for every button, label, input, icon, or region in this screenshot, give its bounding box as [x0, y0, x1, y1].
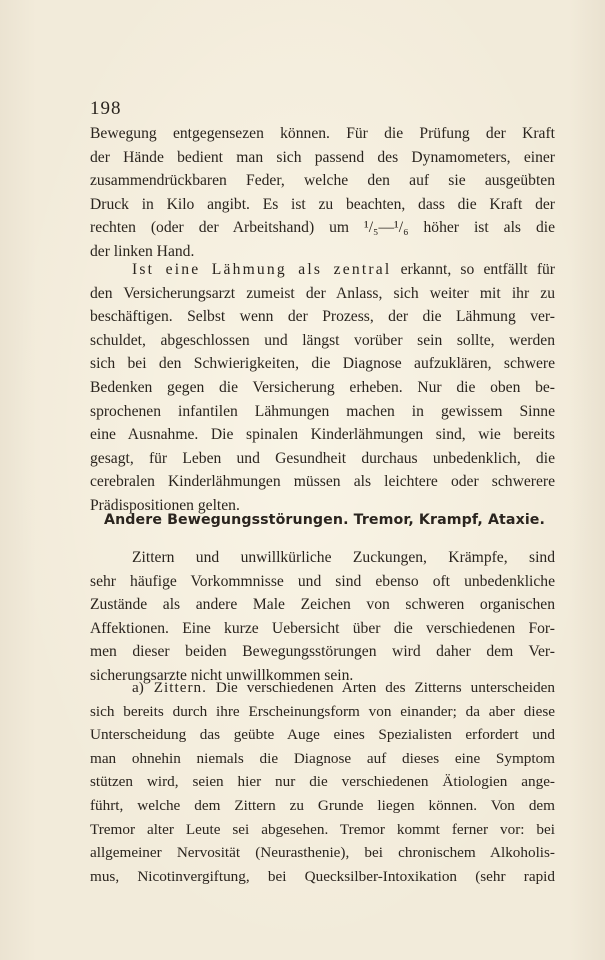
- text-line: cerebralen Kinderlähmungen müssen als leichtere oder schwerere: [90, 473, 555, 491]
- text-line: Prädispositionen gelten.: [90, 496, 240, 514]
- paragraph-4: [90, 676, 555, 888]
- enumeration-label: a): [132, 679, 144, 696]
- text-line: [90, 676, 555, 700]
- text-line: sich bereits durch ihre Erscheinungsform von einander; da aber diese: [90, 702, 555, 720]
- text-line: den Versicherungsarzt zumeist der Anlass, sich weiter mit ihr zu: [90, 284, 555, 302]
- text-line: eine Ausnahme. Die spinalen Kinderlähmungen sind, wie bereits: [90, 426, 555, 444]
- text-line: Zittern und unwillkürliche Zuckungen, Krämpfe, sind: [132, 549, 555, 566]
- text-line: Bewegung entgegensezen können. Für die Prüfung der Kraft: [90, 125, 555, 142]
- text-line: rechten (oder der Arbeitshand) um ¹/₅—¹/₆ höher ist als die: [90, 219, 555, 237]
- text-line: sehr häufige Vorkommnisse und sind ebenso oft unbedenkliche: [90, 572, 555, 590]
- paragraph-1: [90, 122, 555, 264]
- text-line: man ohnehin niemals die Diagnose auf dieses eine Symptom: [90, 749, 555, 767]
- line-rest: erkannt, so entfällt für: [391, 261, 555, 278]
- text-line: der Hände bedient man sich passend des Dynamometers, einer: [90, 148, 555, 166]
- text-line: der linken Hand.: [90, 242, 195, 260]
- page-number: 198: [90, 98, 122, 119]
- text-line: beschäftigen. Selbst wenn der Prozess, der die Lähmung ver-: [90, 308, 555, 326]
- text-line: [90, 258, 555, 282]
- text-line: Unterscheidung das geübte Auge eines Spezialisten erfordert und: [90, 726, 555, 744]
- text-line: sicherungsarzte nicht unwillkommen sein.: [90, 666, 354, 684]
- text-line: führt, welche dem Zittern zu Grunde liegen können. Von dem: [90, 796, 555, 814]
- text-line: zusammendrückbaren Feder, welche den auf sie ausgeübten: [90, 172, 555, 190]
- paragraph-2: [90, 258, 555, 518]
- text-line: Zustände als andere Male Zeichen von schweren organischen: [90, 596, 555, 614]
- emphasized-phrase: Ist eine Lähmung als zentral: [132, 261, 392, 278]
- text-line: stützen wird, seien hier nur die verschiedenen Ätiologien ange-: [90, 773, 555, 791]
- section-heading: Andere Bewegungsstörungen. Tremor, Krampf, Ataxie.: [104, 512, 546, 528]
- text-line: allgemeiner Nervosität (Neurasthenie), bei chronischem Alkoholis-: [90, 844, 555, 862]
- emphasized-phrase: Zittern.: [143, 679, 207, 696]
- text-line: Bedenken gegen die Versicherung erheben. Nur die oben be-: [90, 378, 555, 396]
- text-line: sprochenen infantilen Lähmungen machen in gewissem Sinne: [90, 402, 555, 420]
- text-line: sich bei den Schwierigkeiten, die Diagnose aufzuklären, schwere: [90, 355, 555, 373]
- paragraph-3: [90, 546, 555, 688]
- text-line: mus, Nicotinvergiftung, bei Quecksilber-Intoxikation (sehr rapid: [90, 867, 555, 885]
- text-line: Tremor alter Leute sei abgesehen. Tremor kommt ferner vor: bei: [90, 820, 555, 838]
- text-line: Druck in Kilo angibt. Es ist zu beachten, dass die Kraft der: [90, 195, 555, 213]
- text-line: gesagt, für Leben und Gesundheit durchaus unbedenklich, die: [90, 449, 555, 467]
- text-line: Affektionen. Eine kurze Uebersicht über die verschiedenen For-: [90, 619, 555, 637]
- text-line: schuldet, abgeschlossen und längst vorüber sein sollte, werden: [90, 331, 555, 349]
- line-rest: Die verschiedenen Arten des Zitterns unterscheiden: [206, 679, 556, 696]
- text-line: men dieser beiden Bewegungsstörungen wird daher dem Ver-: [90, 643, 555, 661]
